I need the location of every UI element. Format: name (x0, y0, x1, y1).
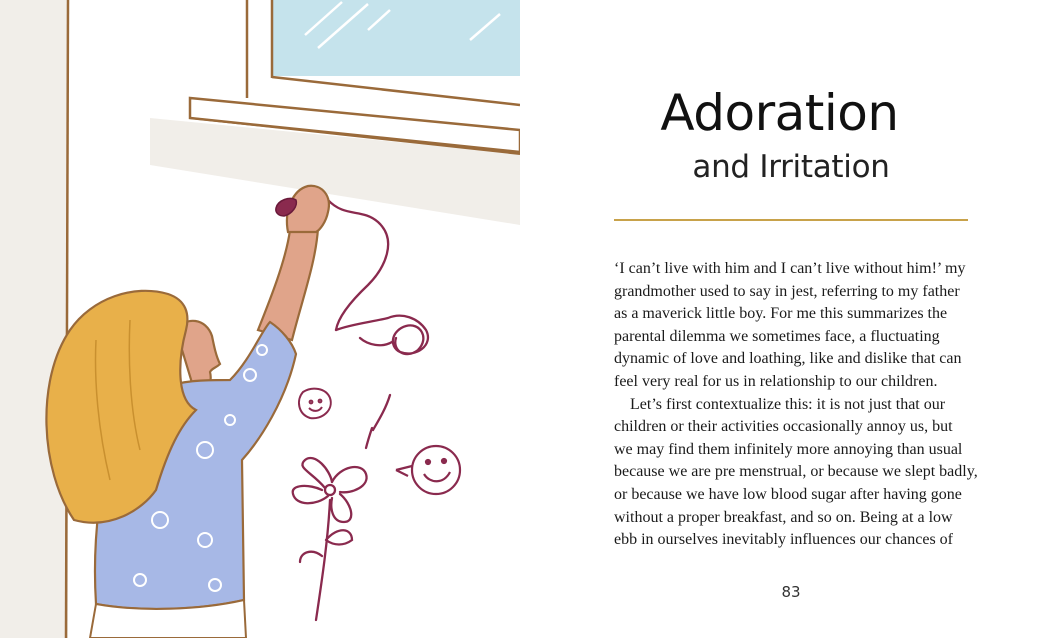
text-line: as a maverick little boy. For me this summarizes the (614, 305, 948, 323)
scribble-face-icon (299, 389, 331, 419)
text-line: or because we have low blood sugar after having gone (614, 485, 962, 503)
text-line: without a proper breakfast, and so on. Being at a low (614, 508, 953, 526)
wall-strip (0, 0, 68, 638)
title-divider-rule (614, 219, 968, 221)
paragraph-2 (614, 394, 978, 552)
text-line: grandmother used to say in jest, referring to my father (614, 282, 960, 300)
page-title: Adoration (660, 84, 899, 142)
smiley-face-icon (396, 446, 460, 494)
text-line: we may find them infinitely more annoying than usual (614, 440, 963, 458)
text-line: dynamic of love and loathing, like and dislike that can (614, 350, 962, 368)
text-line: ‘I can’t live with him and I can’t live without him!’ my (614, 260, 966, 277)
text-line: children or their activities occasionally annoy us, but (614, 418, 953, 436)
crayon-scribble-icon (328, 200, 428, 448)
page-number: 83 (781, 583, 801, 601)
text-line: because we are pre menstrual, or because we slept badly, (614, 463, 978, 481)
text-line: feel very real for us in relationship to our children. (614, 372, 938, 390)
illustration-page (0, 0, 520, 638)
body-text (614, 258, 978, 552)
paragraph-1 (614, 258, 974, 394)
text-line: Let’s first contextualize this: it is not just that our (630, 395, 946, 413)
child-icon (46, 186, 328, 638)
text-line: ebb in ourselves inevitably influences our chances of (614, 531, 953, 549)
text-page (520, 0, 1039, 638)
page-subtitle: and Irritation (692, 149, 890, 185)
child-drawing-illustration (0, 0, 520, 638)
flower-icon (293, 458, 367, 620)
window-icon (150, 0, 520, 225)
text-line: parental dilemma we sometimes face, a fluctuating (614, 327, 940, 345)
